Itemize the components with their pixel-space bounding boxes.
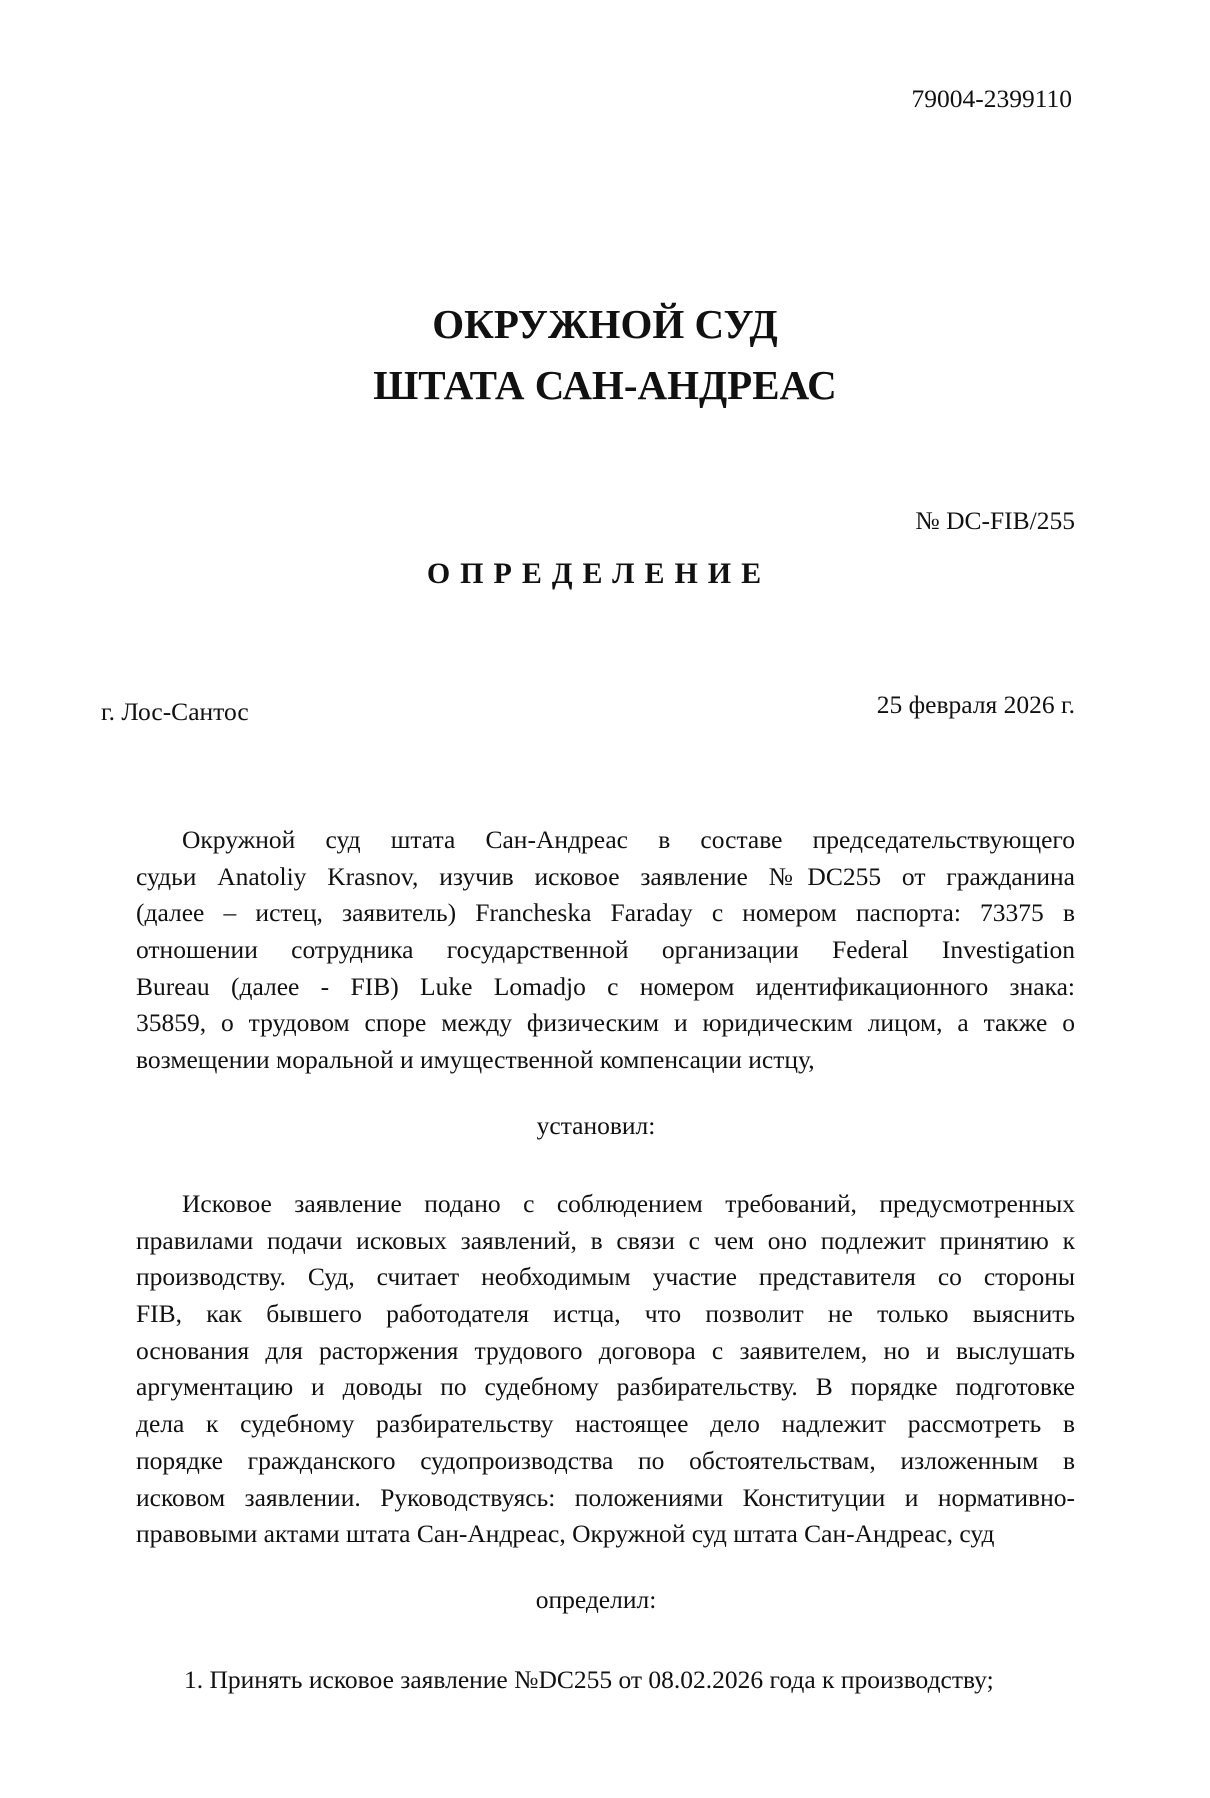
paragraph-line: Окружной суд штата Сан-Андреас в составе председательствующего xyxy=(182,825,1075,854)
paragraph-line: судьи Anatoliy Krasnov, изучив исковое заявление №DC255 от гражданина xyxy=(136,861,1075,891)
paragraph-line: Исковое заявление подано с соблюдением требований, предусмотренных xyxy=(182,1189,1075,1218)
decided-heading: определил: xyxy=(535,1585,657,1614)
findings-paragraph xyxy=(136,1186,1075,1553)
paragraph-line: правилами подачи исковых заявлений, в связи с чем оно подлежит принятию к xyxy=(136,1225,1075,1255)
case-number: № DC-FIB/255 xyxy=(915,506,1075,535)
document-number: 79004-2399110 xyxy=(911,84,1072,113)
paragraph-line: возмещении моральной и имущественной компенсации истцу, xyxy=(136,1045,815,1075)
paragraph-line: (далее – истец, заявитель) Francheska Faraday с номером паспорта: 73375 в xyxy=(136,898,1075,928)
paragraph-line: аргументацию и доводы по судебному разбирательству. В порядке подготовке xyxy=(136,1372,1075,1402)
paragraph-line: производству. Суд, считает необходимым участие представителя со стороны xyxy=(136,1262,1075,1292)
city: г. Лос-Сантос xyxy=(101,697,249,726)
paragraph-line: 35859, о трудовом споре между физическим и юридическим лицом, а также о xyxy=(136,1008,1075,1038)
decision-item: 1. Принять исковое заявление №DC255 от 08.02.2026 года к производству; xyxy=(184,1665,994,1694)
court-name-line2: ШТАТА САН-АНДРЕАС xyxy=(373,362,837,408)
court-name-line1: ОКРУЖНОЙ СУД xyxy=(432,301,778,347)
paragraph-line: основания для расторжения трудового договора с заявителем, но и выслушать xyxy=(136,1335,1075,1365)
paragraph-line: исковом заявлении. Руководствуясь: положениями Конституции и нормативно- xyxy=(136,1482,1075,1512)
document-type-heading: ОПРЕДЕЛЕНИЕ xyxy=(426,557,772,590)
paragraph-line: FIB, как бывшего работодателя истца, что позволит не только выяснить xyxy=(136,1299,1075,1329)
date: 25 февраля 2026 г. xyxy=(876,690,1075,719)
intro-paragraph xyxy=(136,822,1075,1079)
paragraph-line: порядке гражданского судопроизводства по обстоятельствам, изложенным в xyxy=(136,1445,1075,1475)
paragraph-line: дела к судебному разбирательству настоящее дело надлежит рассмотреть в xyxy=(136,1409,1075,1439)
paragraph-line: отношении сотрудника государственной организации Federal Investigation xyxy=(136,935,1075,965)
established-heading: установил: xyxy=(536,1111,656,1140)
paragraph-line: правовыми актами штата Сан-Андреас, Окружной суд штата Сан-Андреас, суд xyxy=(136,1519,995,1549)
paragraph-line: Bureau (далее - FIB) Luke Lomadjo с номером идентификационного знака: xyxy=(136,971,1075,1001)
